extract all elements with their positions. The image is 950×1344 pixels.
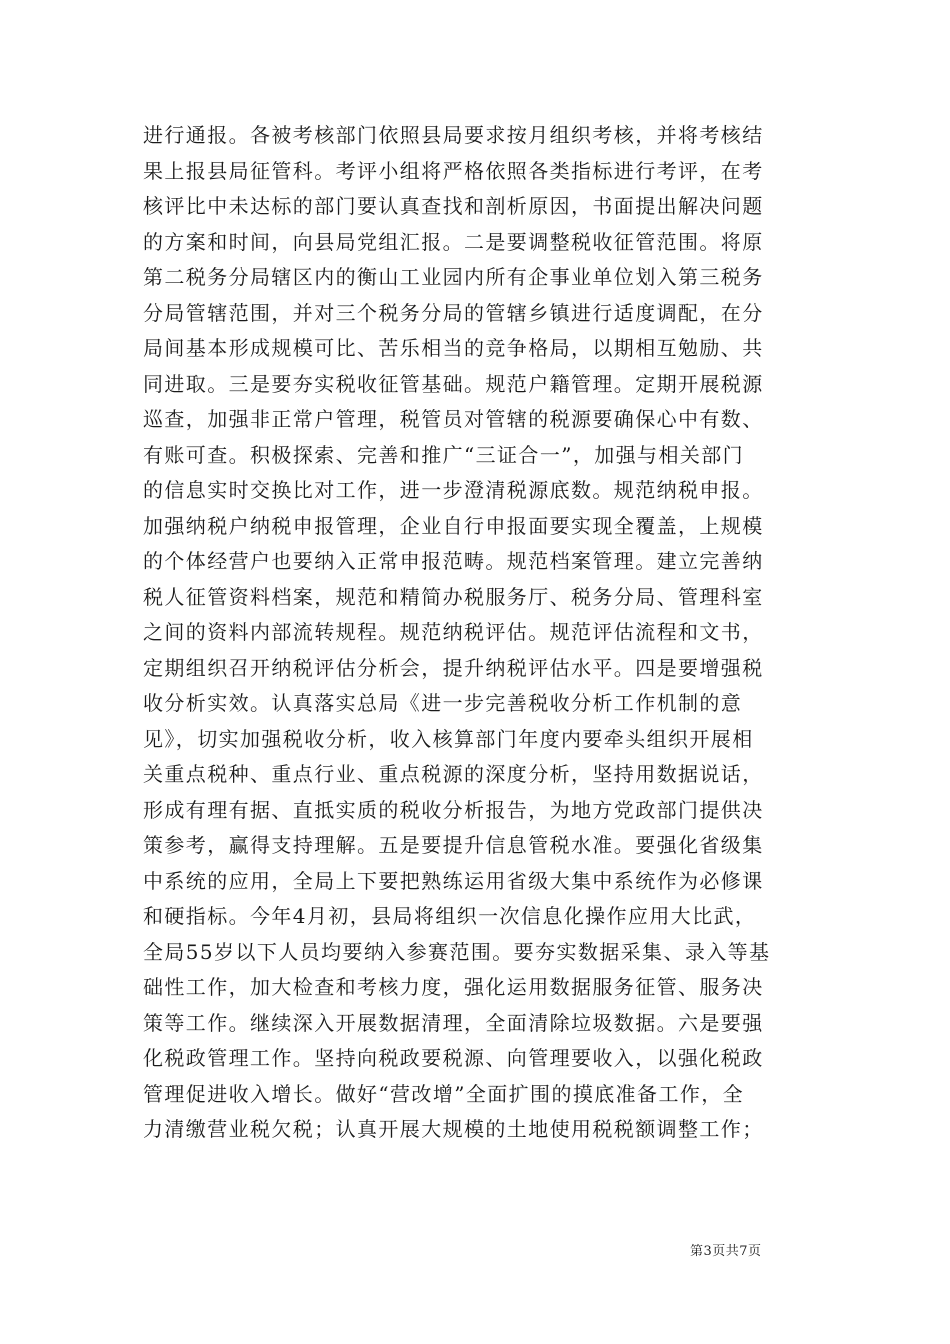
body-line: 收分析实效。认真落实总局《进一步完善税收分析工作机制的意 <box>143 691 743 715</box>
document-body <box>143 118 808 1148</box>
body-line: 分局管辖范围，并对三个税务分局的管辖乡镇进行适度调配，在分 <box>143 300 764 325</box>
body-line: 础性工作，加大检查和考核力度，强化运用数据服务征管、服务决 <box>143 975 764 999</box>
body-line: 中系统的应用，全局上下要把熟练运用省级大集中系统作为必修课 <box>143 868 764 893</box>
body-line: 同进取。三是要夯实税收征管基础。规范户籍管理。定期开展税源 <box>143 371 764 396</box>
body-line: 管理促进收入增长。做好“营改增”全面扩围的摸底准备工作，全 <box>143 1081 745 1106</box>
body-line: 见》，切实加强税收分析，收入核算部门年度内要牵头组织开展相 <box>143 726 754 751</box>
body-line: 策等工作。继续深入开展数据清理，全面清除垃圾数据。六是要强 <box>143 1010 764 1035</box>
body-line: 有账可查。积极探索、完善和推广“三证合一”，加强与相关部门 <box>143 442 745 467</box>
body-line: 的个体经营户也要纳入正常申报范畴。规范档案管理。建立完善纳 <box>143 549 764 573</box>
body-line: 税人征管资料档案，规范和精简办税服务厅、税务分局、管理科室 <box>143 584 764 609</box>
body-line: 策参考，赢得支持理解。五是要提升信息管税水准。要强化省级集 <box>143 833 764 857</box>
body-line: 果上报县局征管科。考评小组将严格依照各类指标进行考评，在考 <box>143 158 764 183</box>
body-line: 的信息实时交换比对工作，进一步澄清税源底数。规范纳税申报。 <box>143 478 764 502</box>
body-line: 局间基本形成规模可比、苦乐相当的竞争格局，以期相互勉励、共 <box>143 336 764 360</box>
body-line: 之间的资料内部流转规程。规范纳税评估。规范评估流程和文书， <box>143 620 764 644</box>
body-line: 和硬指标。今年4月初，县局将组织一次信息化操作应用大比武， <box>143 904 757 928</box>
body-line: 力清缴营业税欠税；认真开展大规模的土地使用税税额调整工作； <box>143 1117 764 1141</box>
body-line: 核评比中未达标的部门要认真查找和剖析原因，书面提出解决问题 <box>143 194 764 218</box>
body-line: 化税政管理工作。坚持向税政要税源、向管理要收入，以强化税政 <box>143 1046 764 1070</box>
page-number-footer: 第3页共7页 <box>690 1244 762 1259</box>
body-line: 巡查，加强非正常户管理，税管员对管辖的税源要确保心中有数、 <box>143 407 764 431</box>
body-line: 第二税务分局辖区内的衡山工业园内所有企事业单位划入第三税务 <box>143 265 764 289</box>
body-line: 进行通报。各被考核部门依照县局要求按月组织考核，并将考核结 <box>143 123 764 147</box>
body-line: 定期组织召开纳税评估分析会，提升纳税评估水平。四是要增强税 <box>143 655 764 680</box>
body-line: 关重点税种、重点行业、重点税源的深度分析，坚持用数据说话， <box>143 762 764 786</box>
body-line: 加强纳税户纳税申报管理，企业自行申报面要实现全覆盖，上规模 <box>143 513 764 538</box>
body-line: 全局55岁以下人员均要纳入参赛范围。要夯实数据采集、录入等基 <box>143 939 771 964</box>
body-line: 形成有理有据、直抵实质的税收分析报告，为地方党政部门提供决 <box>143 797 764 822</box>
body-line: 的方案和时间，向县局党组汇报。二是要调整税收征管范围。将原 <box>143 229 764 254</box>
